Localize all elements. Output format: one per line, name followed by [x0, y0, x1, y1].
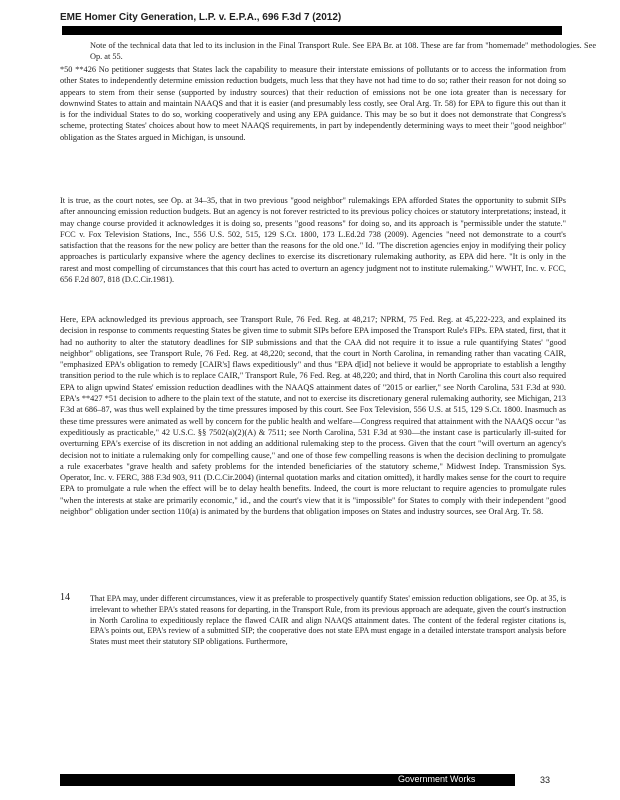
case-citation-header: EME Homer City Generation, L.P. v. E.P.A., 696 F.3d 7 (2012) [60, 12, 342, 23]
paragraph-2: It is true, as the court notes, see Op. at 34–35, that in two previous "good neighbor" rulemakings EPA afforded States the opportunity to submit SIPs after announcing emission reduction budgets. But an agency is not forever restricted to its previous policy choices or statutory interpretations; instead, it may change course provided it acknowledges it is doing so, presents "good reasons" for doing so, and its approach is "permissible under the statute." FCC v. Fox Television Stations, Inc., 556 U.S. 502, 515, 129 S.Ct. 1800, 173 L.Ed.2d 738 (2009). Agencies "need not demonstrate to a court's satisfaction that the reasons for the new policy are better than the reasons for the old one." Id. "The discretion agencies enjoy in modifying their policy approaches is particularly expansive where the agency declines to exercise its discretionary rulemaking authority, as EPA did here. "It is only in the rarest and most compelling of circumstances that this court has acted to overturn an agency judgment not to institute rulemaking." WWHT, Inc. v. FCC, 656 F.2d 807, 818 (D.C.Cir.1981). [60, 196, 566, 285]
redaction-bar-top [62, 26, 562, 35]
footnote-14 [60, 594, 566, 648]
footnote-number: 14 [60, 592, 70, 603]
footnote-carryover: Note of the technical data that led to its inclusion in the Final Transport Rule. See EPA Br. at 108. These are far from "homemade" methodologies. See Op. at 55. [90, 41, 596, 62]
paragraph-3: Here, EPA acknowledged its previous approach, see Transport Rule, 76 Fed. Reg. at 48,217; NPRM, 75 Fed. Reg. at 45,222-223, and explained its decision in response to comments requesting States be given time to submit SIPs before EPA imposed the Transport Rule's FIPs. EPA stated, first, that it had no authority to alter the statutory deadlines for SIP submissions and that the CAA did not require it to issue a rule quantifying States' "good neighbor" obligations, see Transport Rule, 76 Fed. Reg. at 48,220; second, that the court in North Carolina, in remanding rather than vacating CAIR, "emphasized EPA's obligation to remedy [CAIR's] flaws expeditiously" and thus "EPA d[id] not believe it would be appropriate to establish a lengthy transition period to the rule which is to replace CAIR," Transport Rule, 76 Fed. Reg. at 48,220; and third, that in North Carolina this court also required EPA to align upwind States' emission reduction deadlines with the NAAQS attainment dates of "2015 or earlier," see North Carolina, 531 F.3d at 930. EPA's **427 *51 decision to adhere to the plain text of the statute, and not to exercise its discretionary general rulemaking authority, see Michigan, 213 F.3d at 686–87, was thus well explained by the time pressures imposed by this court. See Fox Television, 556 U.S. at 515, 129 S.Ct. 1800. Inasmuch as these time pressures were animated as well by concern for the public health and welfare—Congress required that attainment with the NAAQS occur "as expeditiously as practicable," 42 U.S.C. §§ 7502(a)(2)(A) & 7511; see North Carolina, 531 F.3d at 930—the instant case is particularly ill-suited for overturning EPA's exercise of its discretion in not adding an additional rulemaking step to the process. Given that the court "will overturn an agency's decision not to initiate a rulemaking only for compelling cause," and one of those few compelling reasons is when the decision declining to promulgate a rule exacerbates "grave health and safety problems for the intended beneficiaries of the statutory scheme," Midwest Indep. Transmission Sys. Operator, Inc. v. FERC, 388 F.3d 903, 911 (D.C.Cir.2004) (internal quotation marks and citation omitted), it hardly makes sense for the court to require EPA to promulgate a rule when the effect will be to delay health benefits. Indeed, the court is more reluctant to require agencies to promulgate rules "when the interests at stake are primarily economic," id., and the court's view that it is "impossible" for States to comply with their independent "good neighbor" obligation under section 110(a) is animated by the burdens that obligation imposes on States and industry sources, see Oral Arg. Tr. 58. [60, 315, 566, 517]
paragraph-1: *50 **426 No petitioner suggests that States lack the capability to measure their interstate emissions of pollutants or to access the information from other States to independently determine emission reduction budgets, much less that they have not had time to do so; rather their reason for not doing so appears to stem from their sense (supported by industry sources) that their reduction of emissions not be one iota greater than is necessary for downwind States to attain and maintain NAAQS and that it is easier (and presumably less costly, see Oral Arg. Tr. 58) for EPA to figure this out than it is for the individual States to do so, working cooperatively and using any EPA guidance. This may be so but it does not demonstrate that Congress's scheme, protecting States' choices about how to meet NAAQS requirements, in part by independently determining ways to meet their "good neighbor" obligation as the States argued in Michigan, is unsound. [60, 65, 566, 142]
footnote-text: That EPA may, under different circumstances, view it as preferable to prospectively quantify States' emission reduction obligations, see Op. at 35, is irrelevant to whether EPA's stated reasons for departing, in the Transport Rule, from its previous approach are adequate, given the court's instruction in North Carolina to expeditiously replace the flawed CAIR and align NAAQS attainment dates. The content of the federal register citations is, EPA's points out, EPA's review of a submitted SIP; the cooperative does not state EPA must engage in a detailed interstate transport analysis before States must meet their statutory SIP obligations. Furthermore, [90, 594, 566, 647]
footer-watermark: Government Works [398, 774, 476, 784]
page-number: 33 [540, 775, 551, 785]
